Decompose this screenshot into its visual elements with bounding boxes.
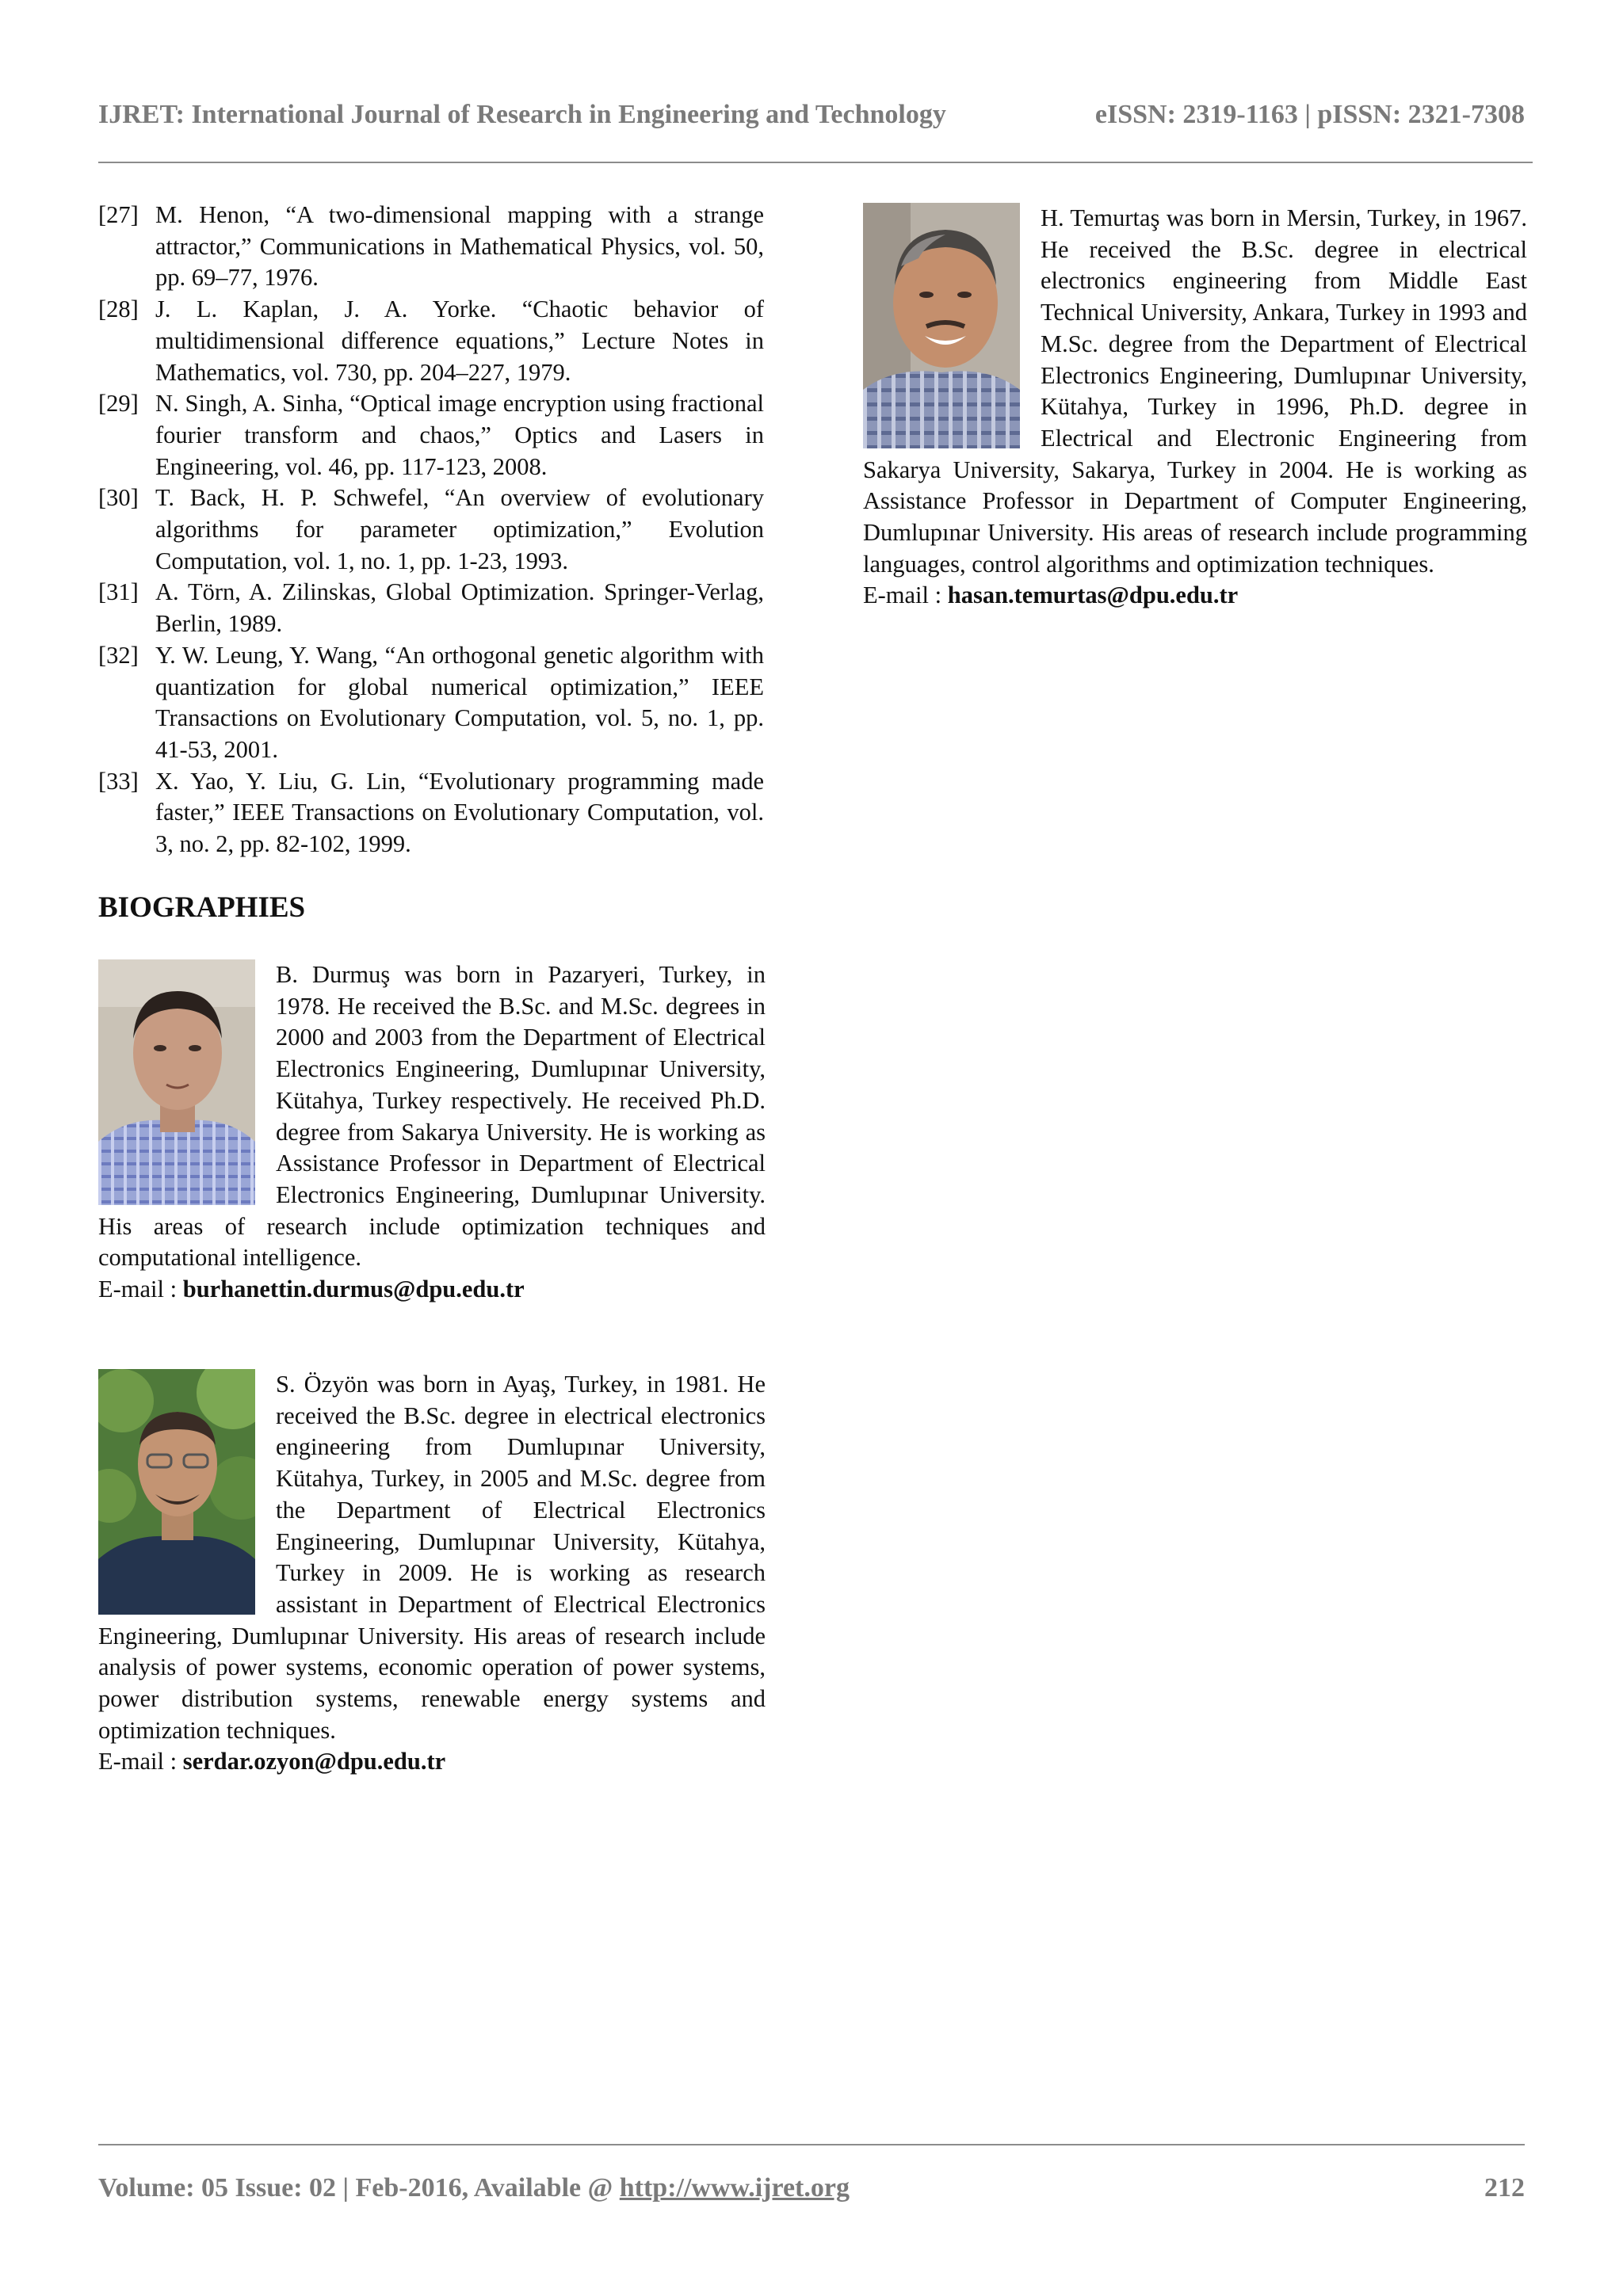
reference-number: [29] — [98, 390, 139, 418]
email-line — [98, 1746, 766, 1778]
running-footer — [98, 2168, 1525, 2208]
biography-text: H. Temurtaş was born in Mersin, Turkey, in 1967. He received the B.Sc. degree in electrical electronics engineering from Middle East Technical University, Ankara, Turkey in 1993 and M.Sc. degree from the Department of Electrical Electronics Engineering, Dumlupınar University, Kütahya, Turkey in 1996, Ph.D. degree in Electrical and Electronic Engineering from Sakarya University, Sakarya, Turkey in 2004. He is working as Assistance Professor in Department of Computer Engineering, Dumlupınar University. His areas of research include programming languages, control algorithms and optimization techniques. — [863, 204, 1527, 578]
reference-item — [98, 200, 764, 294]
author-photo-durmus — [98, 959, 255, 1205]
reference-list — [98, 200, 764, 860]
email-line — [98, 1274, 766, 1306]
references-column — [98, 200, 764, 860]
biography-text: B. Durmuş was born in Pazaryeri, Turkey, in 1978. He received the B.Sc. and M.Sc. degrees in 2000 and 2003 from the Department of Electrical Electronics Engineering, Dumlupınar University, Kütahya, Turkey respectively. He received Ph.D. degree from Sakarya University. He is working as Assistance Professor in Department of Electrical Electronics Engineering, Dumlupınar University. His areas of research include optimization techniques and computational intelligence. — [98, 961, 766, 1272]
portrait-image — [863, 203, 1020, 448]
email-address[interactable]: hasan.temurtas@dpu.edu.tr — [947, 582, 1239, 609]
reference-text: N. Singh, A. Sinha, “Optical image encryption using fractional fourier transform and chaos,” Optics and Lasers in Engineering, vol. 46, pp. 117-123, 2008. — [155, 390, 764, 480]
email-label: E-mail : — [863, 582, 948, 609]
reference-number: [27] — [98, 201, 139, 228]
reference-text: T. Back, H. P. Schwefel, “An overview of evolutionary algorithms for parameter optimization,” Evolution Computation, vol. 1, no. 1, pp. 1-23, 1993. — [155, 484, 764, 574]
journal-link[interactable]: http://www.ijret.org — [619, 2173, 850, 2203]
reference-number: [33] — [98, 767, 139, 795]
reference-item — [98, 294, 764, 388]
email-label: E-mail : — [98, 1276, 183, 1303]
journal-title: IJRET: International Journal of Research in Engineering and Technology — [98, 100, 946, 129]
volume-text: Volume: 05 Issue: 02 | Feb-2016, Available @ — [98, 2173, 620, 2203]
author-photo-ozyon — [98, 1369, 255, 1615]
biography-durmus — [98, 959, 766, 1306]
biographies-heading: BIOGRAPHIES — [98, 891, 306, 924]
biography-text: S. Özyön was born in Ayaş, Turkey, in 1981. He received the B.Sc. degree in electrical electronics engineering from Dumlupınar University, Kütahya, Turkey, in 2005 and M.Sc. degree from the Department of Electrical Electronics Engineering, Dumlupınar University, Kütahya, Turkey in 2009. He is working as research assistant in Department of Electrical Electronics Engineering, Dumlupınar University. His areas of research include analysis of power systems, economic operation of power systems, power distribution systems, renewable energy systems and optimization techniques. — [98, 1371, 766, 1744]
biography-temurtas — [863, 203, 1527, 612]
email-address[interactable]: burhanettin.durmus@dpu.edu.tr — [182, 1276, 525, 1303]
reference-text: A. Törn, A. Zilinskas, Global Optimization. Springer-Verlag, Berlin, 1989. — [155, 578, 764, 638]
footer-rule — [98, 2144, 1525, 2145]
portrait-image — [98, 1369, 255, 1615]
reference-text: Y. W. Leung, Y. Wang, “An orthogonal genetic algorithm with quantization for global numerical optimization,” IEEE Transactions on Evolutionary Computation, vol. 5, no. 1, pp. 41-53, 2001. — [155, 641, 764, 763]
reference-text: J. L. Kaplan, J. A. Yorke. “Chaotic behavior of multidimensional difference equations,” Lecture Notes in Mathematics, vol. 730, pp. 204–227, 1979. — [155, 296, 764, 386]
email-label: E-mail : — [98, 1748, 183, 1775]
reference-item — [98, 388, 764, 482]
portrait-image — [98, 959, 255, 1205]
issn-info: eISSN: 2319-1163 | pISSN: 2321-7308 — [1094, 100, 1525, 129]
running-header — [98, 95, 1525, 135]
page-number: 212 — [1484, 2173, 1525, 2203]
issue-info — [98, 2173, 850, 2203]
reference-item — [98, 482, 764, 577]
author-photo-temurtas — [863, 203, 1020, 448]
reference-number: [28] — [98, 296, 139, 323]
reference-number: [30] — [98, 484, 139, 512]
reference-number: [32] — [98, 641, 139, 669]
reference-item — [98, 640, 764, 766]
reference-item — [98, 766, 764, 860]
email-line — [863, 580, 1527, 612]
email-address[interactable]: serdar.ozyon@dpu.edu.tr — [182, 1748, 446, 1775]
biography-ozyon — [98, 1369, 766, 1778]
header-rule — [98, 162, 1533, 163]
reference-number: [31] — [98, 578, 139, 606]
reference-text: M. Henon, “A two-dimensional mapping with a strange attractor,” Communications in Mathematical Physics, vol. 50, pp. 69–77, 1976. — [155, 201, 764, 292]
reference-item — [98, 577, 764, 639]
reference-text: X. Yao, Y. Liu, G. Lin, “Evolutionary programming made faster,” IEEE Transactions on Evolutionary Computation, vol. 3, no. 2, pp. 82-102, 1999. — [155, 767, 764, 858]
